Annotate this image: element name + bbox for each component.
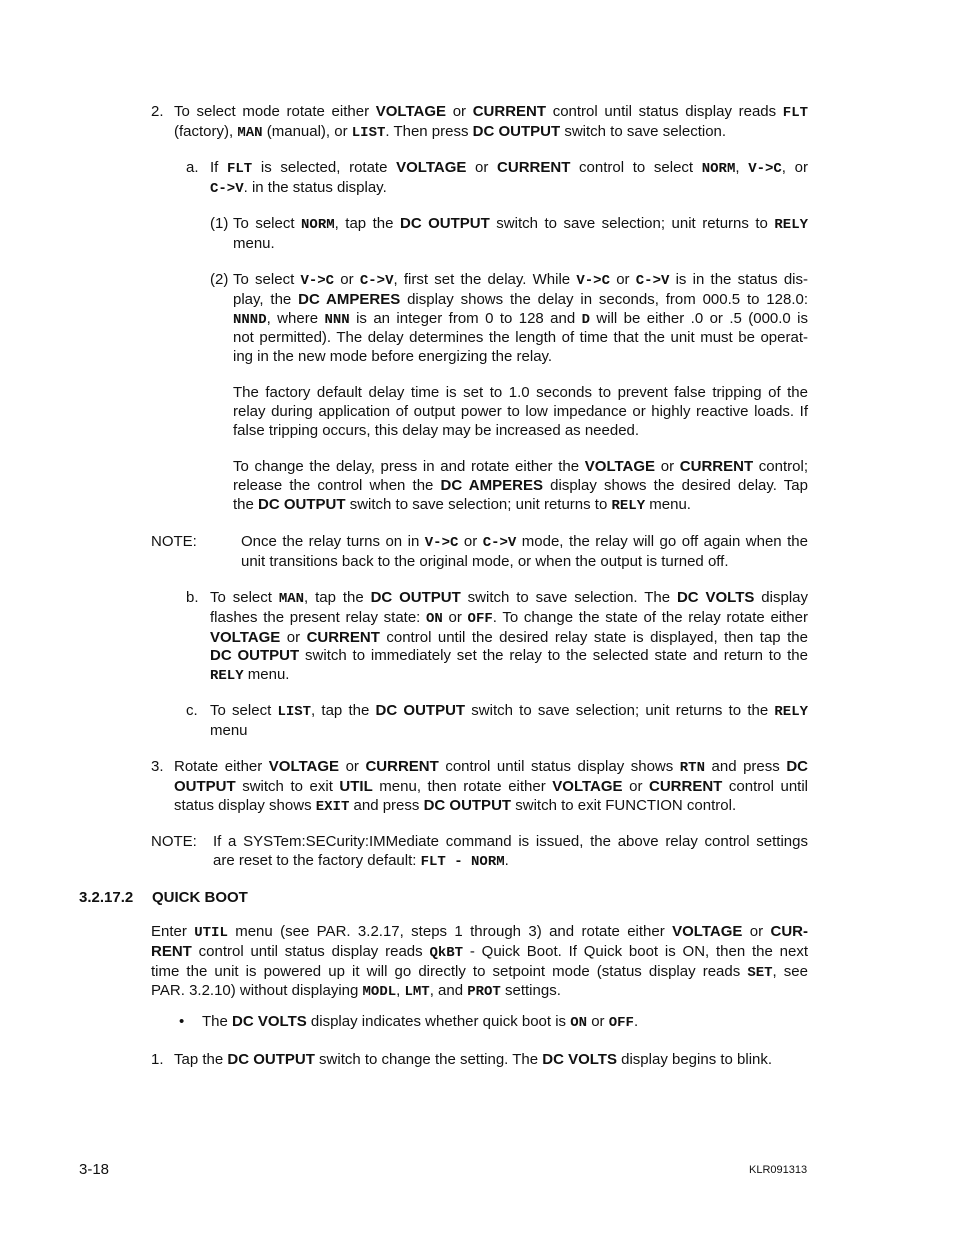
- item-2a-text: If FLT is selected, rotate VOLTAGE or CURRENT control to select NORM, V->C, or C->V. in the status display.: [210, 159, 808, 197]
- item-2-number: 2.: [151, 103, 164, 120]
- bullet-mark: •: [179, 1013, 185, 1030]
- section-title: QUICK BOOT: [152, 889, 248, 906]
- note-label: NOTE:: [151, 833, 197, 850]
- section-number: 3.2.17.2: [79, 889, 134, 906]
- change-delay-paragraph: To change the delay, press in and rotate either the VOLTAGE or CURRENT control; release the control when the DC AMPERES display shows the desired delay. Tap the DC OUTPUT switch to save selection; unit returns to RELY menu.: [233, 458, 808, 514]
- sub-item-2-text: To select V->C or C->V, first set the delay. While V->C or C->V is in the status dis- play, the DC AMPERES display shows the delay in seconds, from 000.5 to 128.0: NNND, where NNN is an integer from 0 to 128 and D will be either .0 or .5 (000.0 is not permitted). The delay determines the length of time that the unit must be operat- ing in the new mode before energizing the relay.: [233, 271, 809, 366]
- item-2-text: To select mode rotate either VOLTAGE or CURRENT control until status display reads FLT (factory), MAN (manual), or LIST. Then press DC OUTPUT switch to save selection.: [174, 103, 809, 141]
- item-2c-text: To select LIST, tap the DC OUTPUT switch to save selection; unit returns to the RELY menu: [210, 702, 808, 739]
- step-1-text: Tap the DC OUTPUT switch to change the setting. The DC VOLTS display begins to blink.: [174, 1051, 773, 1068]
- item-2c-letter: c.: [186, 702, 198, 719]
- quick-boot-paragraph: Enter UTIL menu (see PAR. 3.2.17, steps 1 through 3) and rotate either VOLTAGE or CUR- RENT control until status display reads QkBT - Quick Boot. If Quick boot is ON, then the next time the unit is powered up it will go directly to setpoint mode (status display reads SET, see PAR. 3.2.10) without displaying MODL, LMT, and PROT settings.: [151, 923, 808, 1001]
- sub-item-1-number: (1): [210, 215, 229, 232]
- item-2b-text: To select MAN, tap the DC OUTPUT switch to save selection. The DC VOLTS display flashes the present relay state: ON or OFF. To change the state of the relay rotate either VOLTAGE or CURRENT control until the desired relay state is displayed, then tap the DC OUTPUT switch to immediately set the relay to the selected state and return to the RELY menu.: [210, 589, 808, 685]
- step-1-number: 1.: [151, 1051, 164, 1068]
- bullet-text: The DC VOLTS display indicates whether quick boot is ON or OFF.: [202, 1013, 639, 1031]
- item-2a-letter: a.: [186, 159, 199, 176]
- document-id: KLR091313: [749, 1164, 808, 1176]
- page-number: 3-18: [79, 1161, 110, 1178]
- note-label: NOTE:: [151, 533, 197, 550]
- note-relay-text: Once the relay turns on in V->C or C->V mode, the relay will go off again when the unit transitions back to the original mode, or when the output is turned off.: [241, 533, 808, 570]
- factory-default-paragraph: The factory default delay time is set to 1.0 seconds to prevent false tripping of the relay during application of output power to low impedance or highly reactive loads. If false tripping occurs, this delay may be increased as needed.: [233, 384, 808, 439]
- item-3-number: 3.: [151, 758, 164, 775]
- item-2b-letter: b.: [186, 589, 199, 606]
- sub-item-2-number: (2): [210, 271, 229, 288]
- note-security-text: If a SYSTem:SECurity:IMMediate command is issued, the above relay control settings are reset to the factory default: FLT - NORM.: [213, 833, 808, 870]
- item-3-text: Rotate either VOLTAGE or CURRENT control until status display shows RTN and press DC OUTPUT switch to exit UTIL menu, then rotate either VOLTAGE or CURRENT control until status display shows EXIT and press DC OUTPUT switch to exit FUNCTION control.: [174, 758, 809, 815]
- sub-item-1-text: To select NORM, tap the DC OUTPUT switch to save selection; unit returns to RELY menu.: [233, 215, 808, 252]
